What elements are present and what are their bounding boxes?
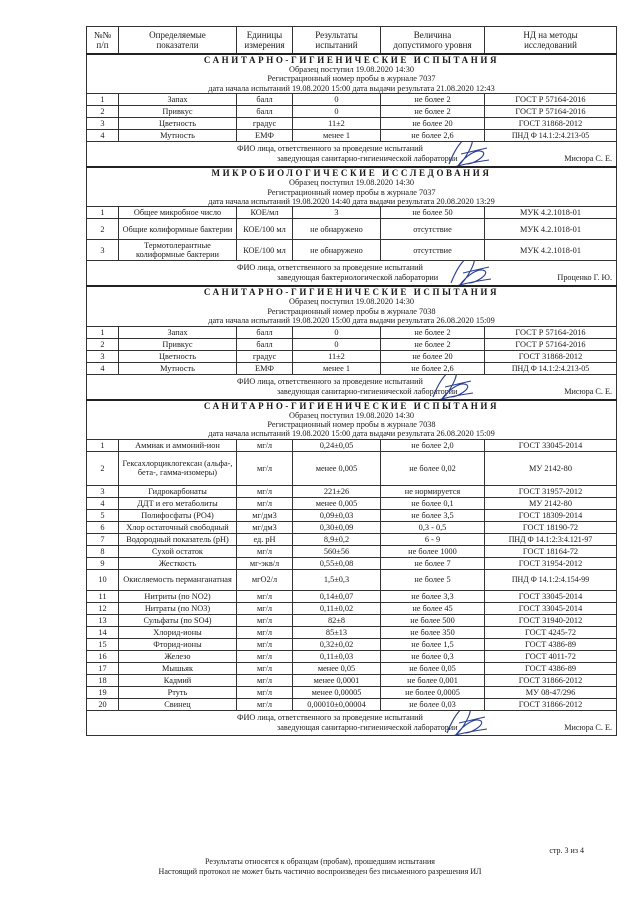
responsible-name: Мисюра С. Е. [564, 722, 612, 732]
cell-parameter: Хлорид-ионы [119, 626, 237, 638]
table-row [87, 439, 617, 451]
cell-limit: не более 2 [381, 326, 485, 338]
cell-units: КОЕ/100 мл [237, 219, 293, 240]
cell-number: 2 [87, 106, 119, 118]
cell-units: балл [237, 106, 293, 118]
handwritten-signature [445, 261, 495, 287]
cell-units: мг/л [237, 614, 293, 626]
cell-parameter: Сухой остаток [119, 545, 237, 557]
cell-number: 16 [87, 650, 119, 662]
cell-result: 0,32±0,02 [293, 638, 381, 650]
table-row [87, 118, 617, 130]
cell-number: 11 [87, 590, 119, 602]
cell-parameter: Сульфаты (по SO4) [119, 614, 237, 626]
cell-units: мг/л [237, 662, 293, 674]
cell-method: ГОСТ 31868-2012 [485, 350, 617, 362]
responsible-name: Мисюра С. Е. [564, 386, 612, 396]
cell-result: менее 0,05 [293, 662, 381, 674]
cell-units: мг/л [237, 545, 293, 557]
cell-units: мгО2/л [237, 569, 293, 590]
cell-units: мг/л [237, 626, 293, 638]
cell-method: МУК 4.2.1018-01 [485, 219, 617, 240]
cell-units: ЕМФ [237, 130, 293, 142]
cell-parameter: Нитриты (по NO2) [119, 590, 237, 602]
cell-method: ГОСТ 4011-72 [485, 650, 617, 662]
responsible-position: заведующая санитарно-гигиенической лаборатории [277, 386, 458, 396]
cell-parameter: Аммиак и аммоний-ион [119, 439, 237, 451]
cell-method: МУ 2142-80 [485, 497, 617, 509]
cell-result: 0,30±0,09 [293, 521, 381, 533]
table-row [87, 106, 617, 118]
cell-units: мг/л [237, 451, 293, 485]
cell-limit: не более 20 [381, 118, 485, 130]
cell-result: менее 1 [293, 362, 381, 374]
section-title: САНИТАРНО-ГИГИЕНИЧЕСКИЕ ИСПЫТАНИЯ [203, 287, 500, 298]
signature-row [87, 261, 617, 287]
table-row [87, 674, 617, 686]
cell-limit: не более 7 [381, 557, 485, 569]
cell-result: 221±26 [293, 485, 381, 497]
cell-limit: не более 0,05 [381, 662, 485, 674]
cell-number: 15 [87, 638, 119, 650]
table-row [87, 326, 617, 338]
cell-method: ГОСТ 18190-72 [485, 521, 617, 533]
cell-result: не обнаружено [293, 240, 381, 261]
cell-limit: не более 2 [381, 106, 485, 118]
cell-units: мг/л [237, 497, 293, 509]
cell-result: 560±56 [293, 545, 381, 557]
page-number: стр. 3 из 4 [549, 846, 584, 855]
table-row [87, 207, 617, 219]
cell-limit: не более 2 [381, 94, 485, 106]
cell-number: 2 [87, 219, 119, 240]
cell-number: 5 [87, 509, 119, 521]
cell-parameter: Свинец [119, 698, 237, 710]
cell-method: ГОСТ 4386-89 [485, 662, 617, 674]
header-results: Результаты испытаний [293, 27, 381, 55]
cell-units: мг/л [237, 485, 293, 497]
table-row [87, 219, 617, 240]
cell-units: мг-экв/л [237, 557, 293, 569]
section-header-row [87, 54, 617, 94]
section-header [87, 54, 617, 94]
cell-result: менее 0,00005 [293, 686, 381, 698]
registration-number: Регистрационный номер пробы в журнале 7037 [267, 74, 436, 84]
header-units: Единицы измерения [237, 27, 293, 55]
section-header [87, 400, 617, 440]
section-title: САНИТАРНО-ГИГИЕНИЧЕСКИЕ ИСПЫТАНИЯ [203, 400, 500, 411]
table-row [87, 602, 617, 614]
cell-number: 20 [87, 698, 119, 710]
handwritten-signature [427, 374, 477, 400]
cell-number: 4 [87, 497, 119, 509]
section-title: МИКРОБИОЛОГИЧЕСКИЕ ИССЛЕДОВАНИЯ [211, 168, 492, 179]
responsible-name: Проценко Г. Ю. [557, 273, 612, 283]
section-header [87, 167, 617, 207]
cell-units: мг/л [237, 590, 293, 602]
cell-method: ГОСТ 31954-2012 [485, 557, 617, 569]
cell-units: мг/л [237, 439, 293, 451]
cell-parameter: Цветность [119, 350, 237, 362]
cell-method: ГОСТ 31868-2012 [485, 118, 617, 130]
cell-units: ЕМФ [237, 362, 293, 374]
cell-units: мг/л [237, 674, 293, 686]
cell-limit: не более 2 [381, 338, 485, 350]
cell-number: 3 [87, 118, 119, 130]
cell-parameter: Привкус [119, 338, 237, 350]
cell-parameter: Гексахлорциклогексан (альфа-, бета-, гамма-изомеры) [119, 451, 237, 485]
cell-result: 8,9±0,2 [293, 533, 381, 545]
cell-number: 9 [87, 557, 119, 569]
cell-number: 8 [87, 545, 119, 557]
cell-method: МУ 2142-80 [485, 451, 617, 485]
cell-result: 0 [293, 94, 381, 106]
cell-method: ГОСТ 31866-2012 [485, 698, 617, 710]
signature-block [87, 710, 617, 735]
cell-result: 85±13 [293, 626, 381, 638]
cell-result: 11±2 [293, 118, 381, 130]
responsible-position: заведующая бактериологической лаборатории [277, 273, 439, 283]
registration-number: Регистрационный номер пробы в журнале 7037 [267, 187, 436, 197]
signature-row [87, 710, 617, 735]
cell-parameter: Окисляемость перманганатная [119, 569, 237, 590]
cell-result: 0,11±0,03 [293, 650, 381, 662]
cell-limit: не более 50 [381, 207, 485, 219]
cell-result: 0,00010±0,00004 [293, 698, 381, 710]
cell-parameter: Хлор остаточный свободный [119, 521, 237, 533]
header-parameter: Определяемые показатели [119, 27, 237, 55]
cell-number: 4 [87, 130, 119, 142]
cell-result: менее 1 [293, 130, 381, 142]
header-number: №№ п/п [87, 27, 119, 55]
cell-method: ГОСТ 4245-72 [485, 626, 617, 638]
cell-method: МУК 4.2.1018-01 [485, 240, 617, 261]
cell-limit: не более 1,5 [381, 638, 485, 650]
cell-method: ГОСТ 31957-2012 [485, 485, 617, 497]
signature-row [87, 142, 617, 168]
cell-number: 4 [87, 362, 119, 374]
cell-limit: 6 - 9 [381, 533, 485, 545]
cell-result: 0 [293, 338, 381, 350]
footer-line-2: Настоящий протокол не может быть частично воспроизведен без письменного разрешения ИЛ [158, 866, 482, 876]
cell-parameter: Мышьяк [119, 662, 237, 674]
table-row [87, 650, 617, 662]
table-row [87, 509, 617, 521]
cell-method: ГОСТ Р 57164-2016 [485, 106, 617, 118]
cell-method: ГОСТ 4386-89 [485, 638, 617, 650]
cell-limit: не более 2,0 [381, 439, 485, 451]
cell-limit: отсутствие [381, 219, 485, 240]
table-row [87, 94, 617, 106]
cell-units: балл [237, 94, 293, 106]
cell-result: менее 0,0001 [293, 674, 381, 686]
table-row [87, 662, 617, 674]
cell-method: МУ 08-47/296 [485, 686, 617, 698]
cell-units: ед. pH [237, 533, 293, 545]
test-dates: дата начала испытаний 19.08.2020 15:00 дата выдачи результата 26.08.2020 15:09 [208, 429, 495, 439]
cell-parameter: Железо [119, 650, 237, 662]
cell-parameter: Полифосфаты (PO4) [119, 509, 237, 521]
responsible-position: заведующая санитарно-гигиенической лаборатории [277, 154, 458, 164]
cell-number: 2 [87, 338, 119, 350]
cell-units: КОЕ/100 мл [237, 240, 293, 261]
cell-method: ПНД Ф 14.1:2:4.213-05 [485, 130, 617, 142]
cell-number: 10 [87, 569, 119, 590]
sample-received: Образец поступил 19.08.2020 14:30 [288, 297, 415, 307]
cell-units: мг/л [237, 698, 293, 710]
table-row [87, 521, 617, 533]
cell-parameter: Кадмий [119, 674, 237, 686]
sample-received: Образец поступил 19.08.2020 14:30 [288, 410, 415, 420]
cell-number: 3 [87, 485, 119, 497]
cell-limit: не более 45 [381, 602, 485, 614]
cell-number: 1 [87, 439, 119, 451]
cell-parameter: Мутность [119, 362, 237, 374]
table-row [87, 557, 617, 569]
cell-method: ГОСТ 33045-2014 [485, 602, 617, 614]
table-row [87, 590, 617, 602]
cell-parameter: Гидрокарбонаты [119, 485, 237, 497]
cell-number: 14 [87, 626, 119, 638]
table-row [87, 338, 617, 350]
sample-received: Образец поступил 19.08.2020 14:30 [288, 65, 415, 74]
section-header [87, 286, 617, 326]
cell-result: 1,5±0,3 [293, 569, 381, 590]
cell-parameter: Мутность [119, 130, 237, 142]
responsible-name: Мисюра С. Е. [564, 154, 612, 164]
cell-result: 11±2 [293, 350, 381, 362]
responsible-person-label: ФИО лица, ответственного за проведение испытаний [237, 376, 423, 386]
cell-parameter: Фторид-ионы [119, 638, 237, 650]
cell-parameter: Привкус [119, 106, 237, 118]
cell-parameter: Общие колиформные бактерии [119, 219, 237, 240]
cell-method: ПНД Ф 14.1:2:4.213-05 [485, 362, 617, 374]
cell-parameter: Общее микробное число [119, 207, 237, 219]
cell-limit: не более 2,6 [381, 130, 485, 142]
cell-limit: не более 350 [381, 626, 485, 638]
cell-limit: не нормируется [381, 485, 485, 497]
header-method: НД на методы исследований [485, 27, 617, 55]
cell-limit: не более 0,001 [381, 674, 485, 686]
cell-parameter: Жесткость [119, 557, 237, 569]
cell-method: МУК 4.2.1018-01 [485, 207, 617, 219]
footer [0, 857, 640, 876]
section-header-row [87, 400, 617, 440]
cell-limit: не более 3,3 [381, 590, 485, 602]
cell-limit: 0,3 - 0,5 [381, 521, 485, 533]
cell-result: 0,14±0,07 [293, 590, 381, 602]
responsible-person-label: ФИО лица, ответственного за проведение испытаний [237, 712, 423, 722]
cell-number: 7 [87, 533, 119, 545]
cell-parameter: Ртуть [119, 686, 237, 698]
registration-number: Регистрационный номер пробы в журнале 7038 [267, 420, 436, 430]
cell-limit: не более 0,1 [381, 497, 485, 509]
section-header-row [87, 167, 617, 207]
table-row [87, 240, 617, 261]
cell-number: 1 [87, 94, 119, 106]
cell-method: ГОСТ 31866-2012 [485, 674, 617, 686]
cell-limit: не более 20 [381, 350, 485, 362]
cell-units: мг/л [237, 638, 293, 650]
cell-parameter: Термотолерантные колиформные бактерии [119, 240, 237, 261]
cell-result: 3 [293, 207, 381, 219]
signature-block [87, 261, 617, 287]
cell-result: 0,11±0,02 [293, 602, 381, 614]
cell-units: КОЕ/мл [237, 207, 293, 219]
cell-limit: не более 0,03 [381, 698, 485, 710]
cell-number: 3 [87, 350, 119, 362]
cell-method: ГОСТ 33045-2014 [485, 590, 617, 602]
cell-result: 0 [293, 326, 381, 338]
cell-units: балл [237, 338, 293, 350]
cell-result: 0,24±0,05 [293, 439, 381, 451]
cell-limit: не более 1000 [381, 545, 485, 557]
table-row [87, 638, 617, 650]
cell-number: 13 [87, 614, 119, 626]
cell-limit: не более 0,02 [381, 451, 485, 485]
responsible-person-label: ФИО лица, ответственного за проведение испытаний [237, 144, 423, 154]
cell-result: 0 [293, 106, 381, 118]
cell-limit: не более 5 [381, 569, 485, 590]
cell-units: балл [237, 326, 293, 338]
cell-method: ГОСТ Р 57164-2016 [485, 94, 617, 106]
cell-limit: отсутствие [381, 240, 485, 261]
handwritten-signature [443, 142, 493, 168]
cell-result: 82±8 [293, 614, 381, 626]
table-row [87, 130, 617, 142]
cell-number: 3 [87, 240, 119, 261]
cell-limit: не более 3,5 [381, 509, 485, 521]
cell-limit: не более 2,6 [381, 362, 485, 374]
cell-result: 0,55±0,08 [293, 557, 381, 569]
cell-method: ГОСТ 18309-2014 [485, 509, 617, 521]
sample-received: Образец поступил 19.08.2020 14:30 [288, 178, 415, 188]
test-dates: дата начала испытаний 19.08.2020 15:00 дата выдачи результата 26.08.2020 15:09 [208, 316, 495, 326]
table-row [87, 497, 617, 509]
cell-units: градус [237, 350, 293, 362]
cell-method: ГОСТ 18164-72 [485, 545, 617, 557]
header-limit: Величина допустимого уровня [381, 27, 485, 55]
section-title: САНИТАРНО-ГИГИЕНИЧЕСКИЕ ИСПЫТАНИЯ [203, 55, 500, 65]
cell-parameter: Водородный показатель (pH) [119, 533, 237, 545]
table-row [87, 350, 617, 362]
section-header-row [87, 286, 617, 326]
cell-units: мг/дм3 [237, 509, 293, 521]
cell-parameter: Запах [119, 326, 237, 338]
cell-number: 1 [87, 326, 119, 338]
cell-parameter: ДДТ и его метаболиты [119, 497, 237, 509]
table-row [87, 686, 617, 698]
table-row [87, 698, 617, 710]
test-dates: дата начала испытаний 19.08.2020 14:40 дата выдачи результата 20.08.2020 13:29 [208, 197, 495, 207]
table-row [87, 362, 617, 374]
cell-number: 1 [87, 207, 119, 219]
table-body [87, 54, 617, 735]
cell-parameter: Цветность [119, 118, 237, 130]
table-header-row [87, 27, 617, 55]
registration-number: Регистрационный номер пробы в журнале 7038 [267, 306, 436, 316]
cell-units: мг/л [237, 602, 293, 614]
cell-number: 17 [87, 662, 119, 674]
cell-method: ГОСТ Р 57164-2016 [485, 326, 617, 338]
test-dates: дата начала испытаний 19.08.2020 15:00 дата выдачи результата 21.08.2020 12:43 [208, 83, 495, 93]
footer-line-1: Результаты относятся к образцам (пробам), прошедшим испытания [205, 857, 435, 866]
table-row [87, 485, 617, 497]
cell-result: менее 0,005 [293, 451, 381, 485]
cell-result: 0,09±0,03 [293, 509, 381, 521]
table-row [87, 614, 617, 626]
table-row [87, 545, 617, 557]
cell-units: мг/л [237, 686, 293, 698]
cell-parameter: Нитраты (по NO3) [119, 602, 237, 614]
table-row [87, 569, 617, 590]
cell-result: менее 0,005 [293, 497, 381, 509]
cell-number: 19 [87, 686, 119, 698]
results-table [86, 26, 617, 736]
cell-number: 2 [87, 451, 119, 485]
cell-method: ГОСТ 33045-2014 [485, 439, 617, 451]
cell-method: ГОСТ 31940-2012 [485, 614, 617, 626]
responsible-person-label: ФИО лица, ответственного за проведение испытаний [237, 263, 423, 273]
table-row [87, 451, 617, 485]
cell-units: градус [237, 118, 293, 130]
cell-limit: не более 500 [381, 614, 485, 626]
signature-row [87, 374, 617, 400]
cell-method: ГОСТ Р 57164-2016 [485, 338, 617, 350]
cell-limit: не более 0,3 [381, 650, 485, 662]
signature-block [87, 374, 617, 400]
cell-method: ПНД Ф 14.1:2:4.154-99 [485, 569, 617, 590]
protocol-page [86, 26, 616, 736]
cell-result: не обнаружено [293, 219, 381, 240]
cell-method: ПНД Ф 14.1:2:3:4.121-97 [485, 533, 617, 545]
cell-number: 6 [87, 521, 119, 533]
table-row [87, 533, 617, 545]
cell-units: мг/л [237, 650, 293, 662]
signature-block [87, 142, 617, 168]
responsible-position: заведующая санитарно-гигиенической лаборатории [277, 722, 458, 732]
cell-units: мг/дм3 [237, 521, 293, 533]
cell-parameter: Запах [119, 94, 237, 106]
table-row [87, 626, 617, 638]
cell-limit: не более 0,0005 [381, 686, 485, 698]
handwritten-signature [441, 710, 491, 735]
cell-number: 12 [87, 602, 119, 614]
cell-number: 18 [87, 674, 119, 686]
